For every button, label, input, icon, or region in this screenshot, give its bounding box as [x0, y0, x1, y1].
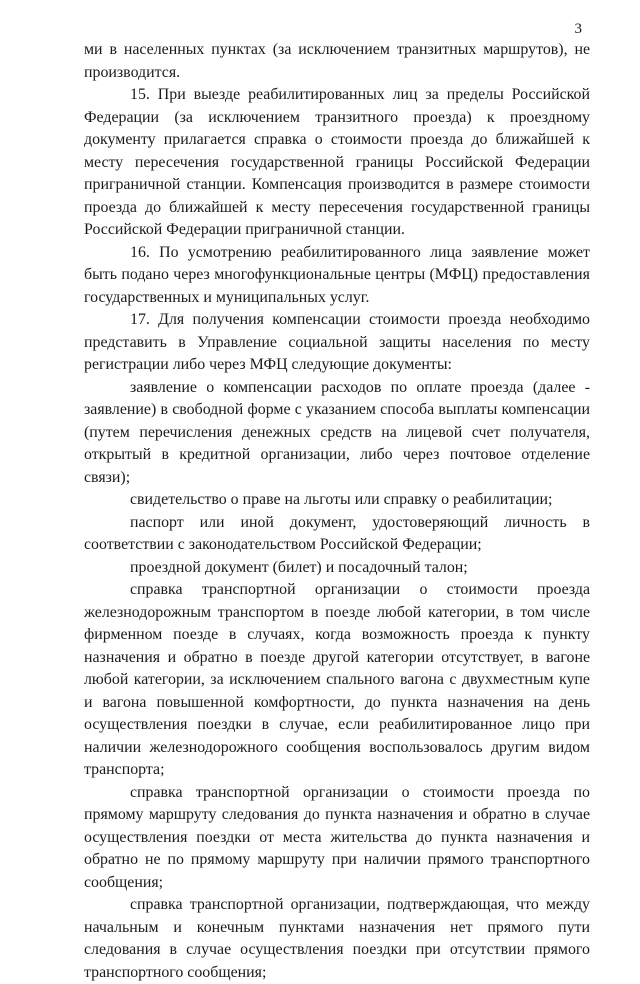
list-item-direct-route-reference: справка транспортной организации о стоимости проезда по прямому маршруту следования до пункта назначения и обратно в случае осуществления поездки от места жительства до пункта назначения и обратно не по прямому маршруту при наличии прямого транспортного сообщения; — [84, 783, 590, 891]
list-item-certificate: свидетельство о праве на льготы или справку о реабилитации; — [130, 491, 553, 508]
list-item-application: заявление о компенсации расходов по оплате проезда (далее - заявление) в свободной форме с указанием способа выплаты компенсации (путем перечисления денежных средств на лицевой счет получателя, открытый в кредитной организации, либо через почтовое отделение связи); — [84, 378, 590, 486]
paragraph-item-16: 16. По усмотрению реабилитированного лица заявление может быть подано через многофункциональные центры (МФЦ) предоставления государственных и муниципальных услуг. — [84, 243, 590, 306]
list-item-no-direct-route-reference: справка транспортной организации, подтверждающая, что между начальным и конечным пунктами назначения нет прямого пути следования в случае осуществления поездки при отсутствии прямого транспортного сообщения; — [84, 896, 590, 981]
document-body — [84, 39, 590, 984]
paragraph-item-17: 17. Для получения компенсации стоимости проезда необходимо представить в Управление социальной защиты населения по месту регистрации либо через МФЦ следующие документы: — [84, 311, 590, 373]
list-item-rail-cost-reference: справка транспортной организации о стоимости проезда железнодорожным транспортом в поезде любой категории, в том числе фирменном поезде в случаях, когда возможность проезда к пункту назначения и обратно в поезде другой категории отсутствует, в вагоне любой категории, за исключением спального вагона с двухместным купе и вагона повышенной комфортности, до пункта назначения на день осуществления поездки в случае, если реабилитированное лицо при наличии железнодорожного сообщения воспользовалось другим видом транспорта; — [84, 581, 590, 778]
page-number: 3 — [574, 21, 582, 37]
paragraph-item-15: 15. При выезде реабилитированных лиц за пределы Российской Федерации (за исключением транзитного проезда) к проездному документу прилагается справка о стоимости проезда до ближайшей к месту пересечения государственной границы Российской Федерации приграничной станции. Компенсация производится в размере стоимости проезда до ближайшей к месту пересечения государственной границы Российской Федерации приграничной станции. — [84, 86, 590, 238]
list-item-passport: паспорт или иной документ, удостоверяющий личность в соответствии с законодательством Российской Федерации; — [84, 513, 590, 553]
list-item-ticket: проездной документ (билет) и посадочный талон; — [130, 558, 468, 576]
paragraph-continuation: ми в населенных пунктах (за исключением транзитных маршрутов), не производится. — [84, 41, 590, 81]
